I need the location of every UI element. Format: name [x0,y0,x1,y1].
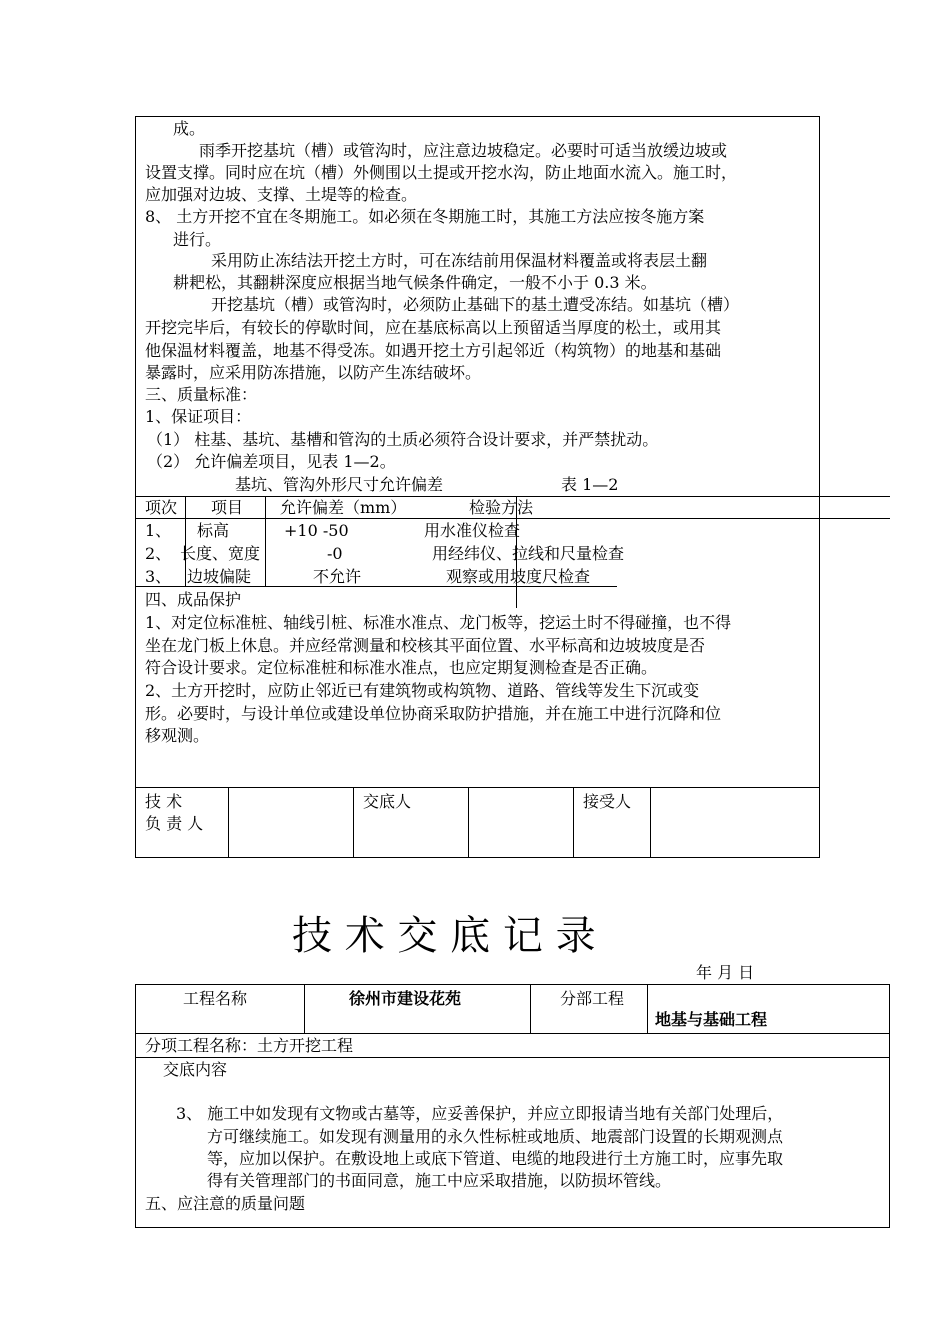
text-line: 暴露时，应采用防冻措施，以防产生冻结破坏。 [145,363,482,382]
table-cell: +10 -50 [284,521,349,540]
table-cell: 3、 [145,567,172,586]
project-name-label: 工程名称 [183,989,248,1008]
table-cell: 用水准仪检查 [424,521,521,540]
text-line: 雨季开挖基坑（槽）或管沟时，应注意边坡稳定。必要时可适当放缓边坡或 [199,141,728,160]
table-header: 允许偏差（mm） [280,498,407,517]
table-cell: 不允许 [313,567,362,586]
text-line: 3、 施工中如发现有文物或古墓等，应妥善保护，并应立即报请当地有关部门处理后， [176,1104,784,1123]
sub-project-value: 地基与基础工程 [655,1010,768,1029]
text-line: 形。必要时，与设计单位或建设单位协商采取防护措施，并在施工中进行沉降和位 [145,704,722,723]
list-item: （2） 允许偏差项目，见表 1—2。 [147,452,396,471]
sub-project-label: 分部工程 [560,989,625,1008]
section-heading: 五、应注意的质量问题 [145,1194,306,1213]
briefer-label: 交底人 [363,792,412,811]
text-line: 移观测。 [145,726,210,745]
receiver-label: 接受人 [583,792,632,811]
text-line: 等，应加以保护。在敷设地上或底下管道、电缆的地段进行土方施工时，应事先取 [207,1149,784,1168]
date-label: 年 月 日 [696,963,755,982]
text-line: 他保温材料覆盖，地基不得受冻。如遇开挖土方引起邻近（构筑物）的地基和基础 [145,341,722,360]
project-name-value: 徐州市建设花苑 [349,989,462,1008]
table-header: 检验方法 [469,498,534,517]
text-line: 耕耙松，其翻耕深度应根据当地气候条件确定，一般不小于 0.3 米。 [173,273,657,292]
text-line: 开挖完毕后，有较长的停歇时间，应在基底标高以上预留适当厚度的松土，或用其 [145,318,722,337]
tech-lead-label: 技 术 [145,792,183,811]
text-line: 2、土方开挖时，应防止邻近已有建筑物或构筑物、道路、管线等发生下沉或变 [145,681,700,700]
table-cell: 观察或用坡度尺检查 [446,567,591,586]
text-line: 开挖基坑（槽）或管沟时，必须防止基础下的基土遭受冻结。如基坑（槽） [211,295,740,314]
table-cell: 1、 [145,521,172,540]
tech-lead-label: 负 责 人 [145,814,204,833]
section-heading: 三、质量标准： [145,385,258,404]
text-line: 方可继续施工。如发现有测量用的永久性标桩或地质、地震部门设置的长期观测点 [207,1127,784,1146]
text-line: 1、对定位标准桩、轴线引桩、标准水准点、龙门板等，挖运土时不得碰撞，也不得 [145,613,732,632]
text-line: 得有关管理部门的书面同意，施工中应采取措施，以防损坏管线。 [207,1171,672,1190]
text-line: 进行。 [173,230,222,249]
text-line: 采用防止冻结法开挖土方时，可在冻结前用保温材料覆盖或将表层土翻 [211,251,708,270]
text-line: 8、 土方开挖不宜在冬期施工。如必须在冬期施工时，其施工方法应按冬施方案 [145,207,705,226]
table-cell: 长度、宽度 [180,544,261,563]
text-line: 坐在龙门板上休息。并应经常测量和校核其平面位置、水平标高和边坡坡度是否 [145,636,706,655]
table-cell: 标高 [197,521,230,540]
text-line: 成。 [173,119,206,138]
table-header: 项次 [145,498,178,517]
item-name: 分项工程名称：土方开挖工程 [145,1036,354,1055]
table-header: 项目 [211,498,244,517]
text-line: 符合设计要求。定位标准桩和标准水准点，也应定期复测检查是否正确。 [145,658,658,677]
sub-heading: 1、保证项目： [145,407,252,426]
page-title: 技 术 交 底 记 录 [292,913,596,959]
table-cell: 2、 [145,544,172,563]
table-cell: -0 [327,544,343,563]
section-heading: 四、成品保护 [145,590,242,609]
table-caption: 基坑、管沟外形尺寸允许偏差 [235,475,444,494]
list-item: （1） 柱基、基坑、基槽和管沟的土质必须符合设计要求，并严禁扰动。 [147,430,659,449]
text-line: 应加强对边坡、支撑、土堤等的检查。 [145,185,418,204]
text-line: 设置支撑。同时应在坑（槽）外侧围以土提或开挖水沟，防止地面水流入。施工时， [145,163,738,182]
table-cell: 用经纬仪、拉线和尺量检查 [432,544,625,563]
content-label: 交底内容 [163,1060,228,1079]
table-cell: 边坡偏陡 [187,567,252,586]
table-number: 表 1—2 [561,475,619,494]
